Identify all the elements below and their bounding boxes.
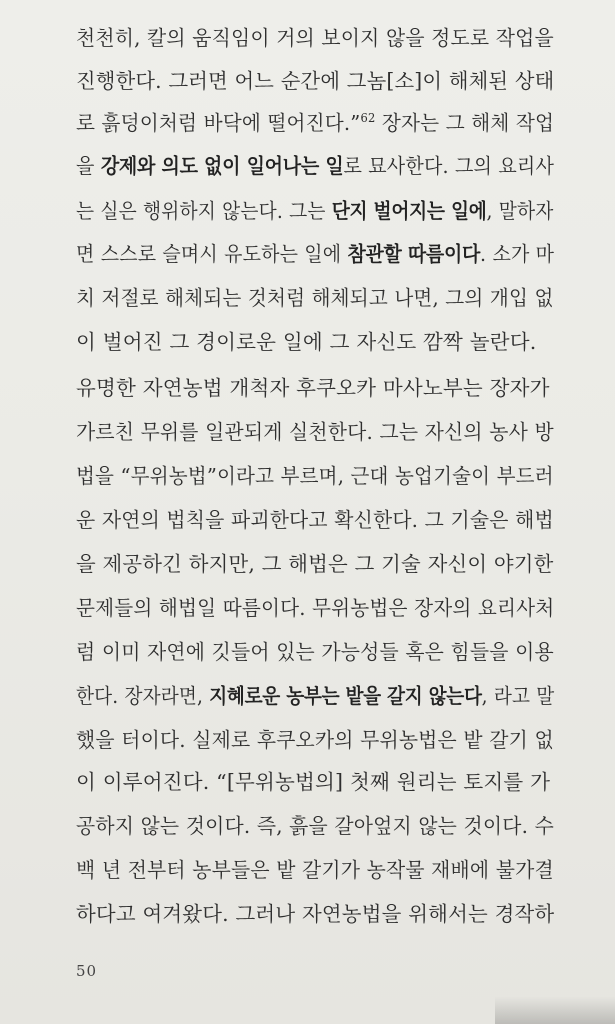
text-line [76,768,550,796]
text-line [76,856,554,884]
text-line [76,462,554,490]
text-line [76,682,554,710]
text-run: 가르친 무위를 일관되게 실천한다. 그는 자신의 농사 방 [76,420,554,444]
text-run: 진행한다. 그러면 어느 순간에 그놈[소]이 해체된 상태 [76,69,555,93]
footnote-marker: 62 [360,111,376,126]
text-run: 천천히, 칼의 움직임이 거의 보이지 않을 정도로 작업을 [76,26,554,50]
text-line [76,152,554,180]
text-line [76,374,550,402]
text-line [76,197,554,225]
text-run: , 라고 말 [481,684,555,708]
text-line [76,418,554,446]
emphasis-text: 지혜로운 농부는 밭을 갈지 않는다 [209,684,482,708]
text-run: . 소가 마 [480,242,555,266]
text-run: 을 제공하긴 하지만, 그 해법은 그 기술 자신이 야기한 [76,552,554,576]
text-line [76,726,554,754]
text-run: 이 이루어진다. “[무위농법의] 첫째 원리는 토지를 가 [76,770,551,794]
text-run: 치 저절로 해체되는 것처럼 해체되고 나면, 그의 개입 없 [76,286,554,310]
text-line [76,328,537,356]
text-run: 운 자연의 법칙을 파괴한다고 확신한다. 그 기술은 해법 [76,508,554,532]
text-run: 로 흙덩이처럼 바닥에 떨어진다.” [76,111,361,135]
text-run: 로 묘사한다. 그의 요리사 [343,154,555,178]
text-run: 백 년 전부터 농부들은 밭 갈기가 농작물 재배에 불가결 [76,858,554,882]
text-line [76,638,554,666]
text-line [76,900,554,928]
text-run: 이 벌어진 그 경이로운 일에 그 자신도 깜짝 놀란다. [76,330,537,354]
text-run: 는 실은 행위하지 않는다. 그는 [76,199,332,223]
text-run: 하다고 여겨왔다. 그러나 자연농법을 위해서는 경작하 [76,902,555,926]
text-line [76,812,554,840]
text-run: 유명한 자연농법 개척자 후쿠오카 마사노부는 장자가 [76,376,550,400]
text-run: 공하지 않는 것이다. 즉, 흙을 갈아엎지 않는 것이다. 수 [76,814,554,838]
text-run: 럼 이미 자연에 깃들어 있는 가능성들 혹은 힘들을 이용 [76,640,554,664]
text-run: , 말하자 [486,199,554,223]
text-run: 장자는 그 해체 작업 [375,111,555,135]
text-line [76,594,554,622]
text-run: 을 [76,154,101,178]
text-line [76,240,554,268]
text-run: 면 스스로 슬며시 유도하는 일에 [76,242,348,266]
text-run: 했을 터이다. 실제로 후쿠오카의 무위농법은 밭 갈기 없 [76,728,554,752]
text-line [76,67,554,95]
emphasis-text: 참관할 따름이다 [347,242,481,266]
text-line [76,284,554,312]
text-run: 법을 “무위농법”이라고 부르며, 근대 농업기술이 부드러 [76,464,554,488]
page-corner-shadow [495,996,615,1024]
text-line [76,506,554,534]
text-run: 문제들의 해법일 따름이다. 무위농법은 장자의 요리사처 [76,596,555,620]
emphasis-text: 강제와 의도 없이 일어나는 일 [100,154,344,178]
emphasis-text: 단지 벌어지는 일에 [331,199,487,223]
text-run: 한다. 장자라면, [76,684,210,708]
text-line [76,550,554,578]
text-line [76,24,554,52]
page-number: 50 [76,962,98,980]
text-line [76,109,554,137]
